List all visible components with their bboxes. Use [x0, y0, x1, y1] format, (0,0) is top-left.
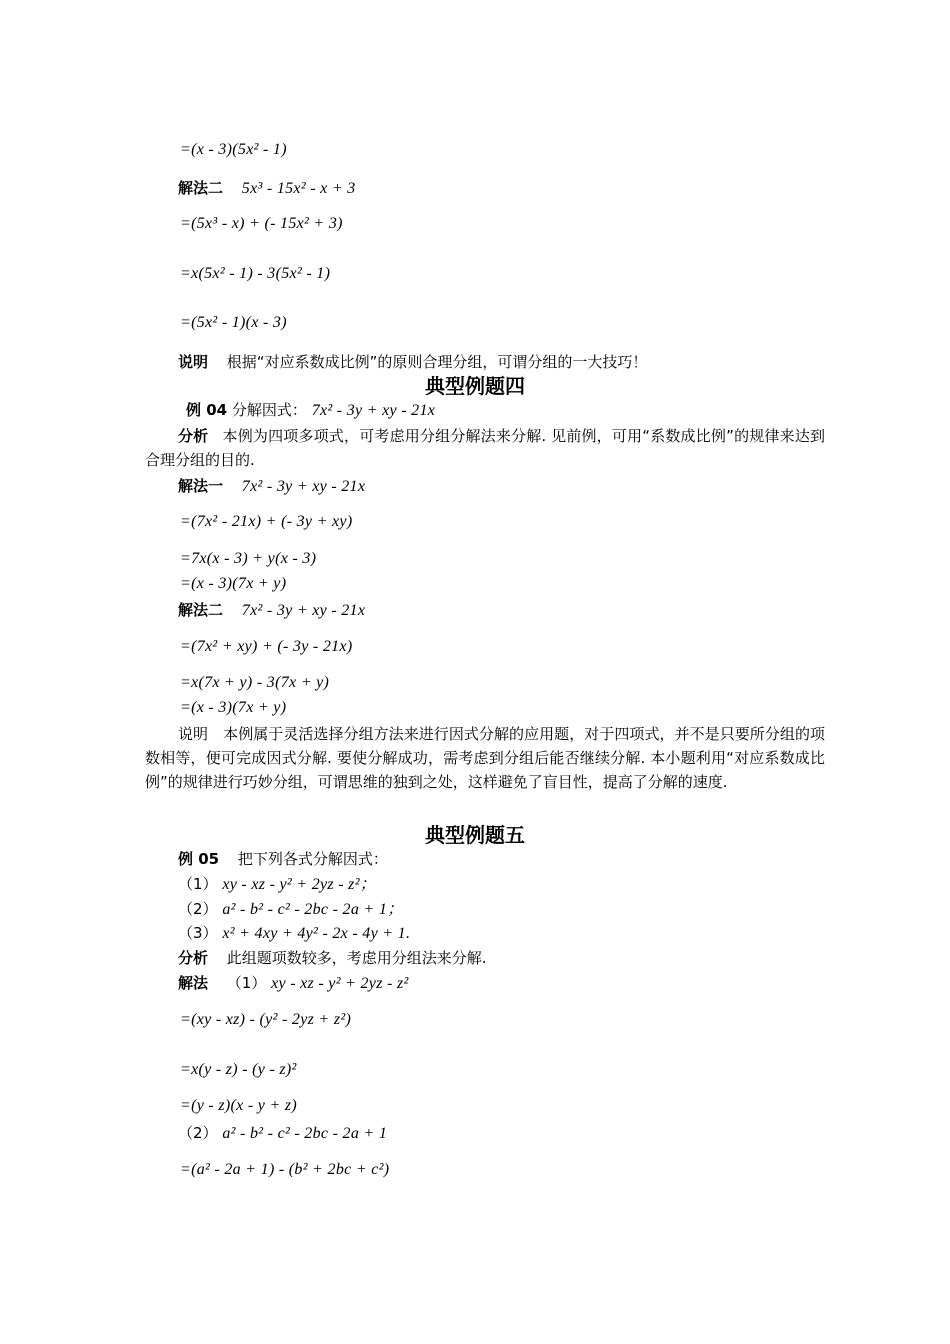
note-text: 根据“对应系数成比例”的原则合理分组，可谓分组的一大技巧！ [226, 353, 648, 371]
question-number: （2） [178, 900, 218, 918]
solution-line [178, 178, 356, 199]
math-expression: xy - xz - y² + 2yz - z²； [222, 876, 377, 893]
math-expression: xy - xz - y² + 2yz - z² [271, 975, 409, 992]
solution-line [178, 600, 365, 621]
solution-label: 解法二 [178, 179, 224, 197]
solution-line [178, 1123, 387, 1144]
math-line: =(7x² - 21x) + (- 3y + xy) [180, 513, 353, 530]
question-number: （3） [178, 924, 218, 942]
math-line: =(7x² + xy) + (- 3y - 21x) [180, 638, 353, 655]
math-expression: x² + 4xy + 4y² - 2x - 4y + 1. [222, 925, 411, 942]
example-text: 分解因式： [231, 401, 307, 419]
solution-number: （2） [178, 1124, 218, 1142]
section-heading: 典型例题五 [425, 823, 525, 847]
math-expression: a² - b² - c² - 2bc - 2a + 1； [222, 901, 404, 918]
math-line: =x(y - z) - (y - z)² [180, 1061, 297, 1078]
question-number: （1） [178, 875, 218, 893]
solution-line [178, 973, 409, 994]
math-line: =(5x³ - x) + (- 15x² + 3) [180, 215, 343, 232]
analysis-paragraph [145, 424, 825, 472]
analysis-line [178, 948, 487, 968]
solution-label: 解法一 [178, 477, 224, 495]
solution-line [178, 476, 365, 497]
math-line: =x(5x² - 1) - 3(5x² - 1) [180, 265, 331, 282]
math-line: =(xy - xz) - (y² - 2yz + z²) [180, 1011, 352, 1028]
note-line [178, 352, 647, 372]
analysis-label: 分析 [178, 949, 209, 967]
example-line [178, 849, 388, 869]
analysis-text: 此组题项数较多，考虑用分组法来分解. [226, 949, 487, 967]
question-item [178, 874, 376, 895]
math-line: =(5x² - 1)(x - 3) [180, 314, 287, 331]
math-line: =7x(x - 3) + y(x - 3) [180, 550, 317, 567]
example-label: 例 04 [186, 401, 228, 419]
solution-label: 解法 [178, 974, 209, 992]
math-line: =(x - 3)(7x + y) [180, 575, 287, 592]
question-item [178, 899, 403, 920]
example-line [186, 400, 435, 421]
question-item [178, 923, 410, 944]
math-line: =(x - 3)(5x² - 1) [180, 141, 287, 158]
solution-label: 解法二 [178, 601, 224, 619]
math-line: =x(7x + y) - 3(7x + y) [180, 674, 330, 691]
note-label: 说明 [178, 353, 209, 371]
analysis-label: 分析 [178, 427, 209, 445]
math-expression: 7x² - 3y + xy - 21x [311, 402, 436, 419]
example-label: 例 05 [178, 850, 220, 868]
math-expression: a² - b² - c² - 2bc - 2a + 1 [222, 1125, 388, 1142]
example-text: 把下列各式分解因式： [237, 850, 388, 868]
math-line: =(y - z)(x - y + z) [180, 1097, 298, 1114]
note-paragraph: 说明 本例属于灵活选择分组方法来进行因式分解的应用题，对于四项式，并不是只要所分组的项数相等，便可完成因式分解. 要使分解成功，需考虑到分组后能否继续分解. 本小题利用“对应系数成比例”的规律进行巧妙分组，可谓思维的独到之处，这样避免了盲目性，提高了分解的速度. [145, 725, 825, 791]
math-line: =(x - 3)(7x + y) [180, 699, 287, 716]
math-expression: 5x³ - 15x² - x + 3 [241, 180, 356, 197]
solution-number: （1） [226, 974, 267, 992]
analysis-text: 本例为四项多项式，可考虑用分组分解法来分解. 见前例，可用“系数成比例”的规律来达到合理分组的目的. [145, 427, 825, 469]
math-expression: 7x² - 3y + xy - 21x [241, 602, 366, 619]
math-line: =(a² - 2a + 1) - (b² + 2bc + c²) [180, 1161, 390, 1178]
math-expression: 7x² - 3y + xy - 21x [241, 478, 366, 495]
section-heading: 典型例题四 [425, 374, 525, 398]
